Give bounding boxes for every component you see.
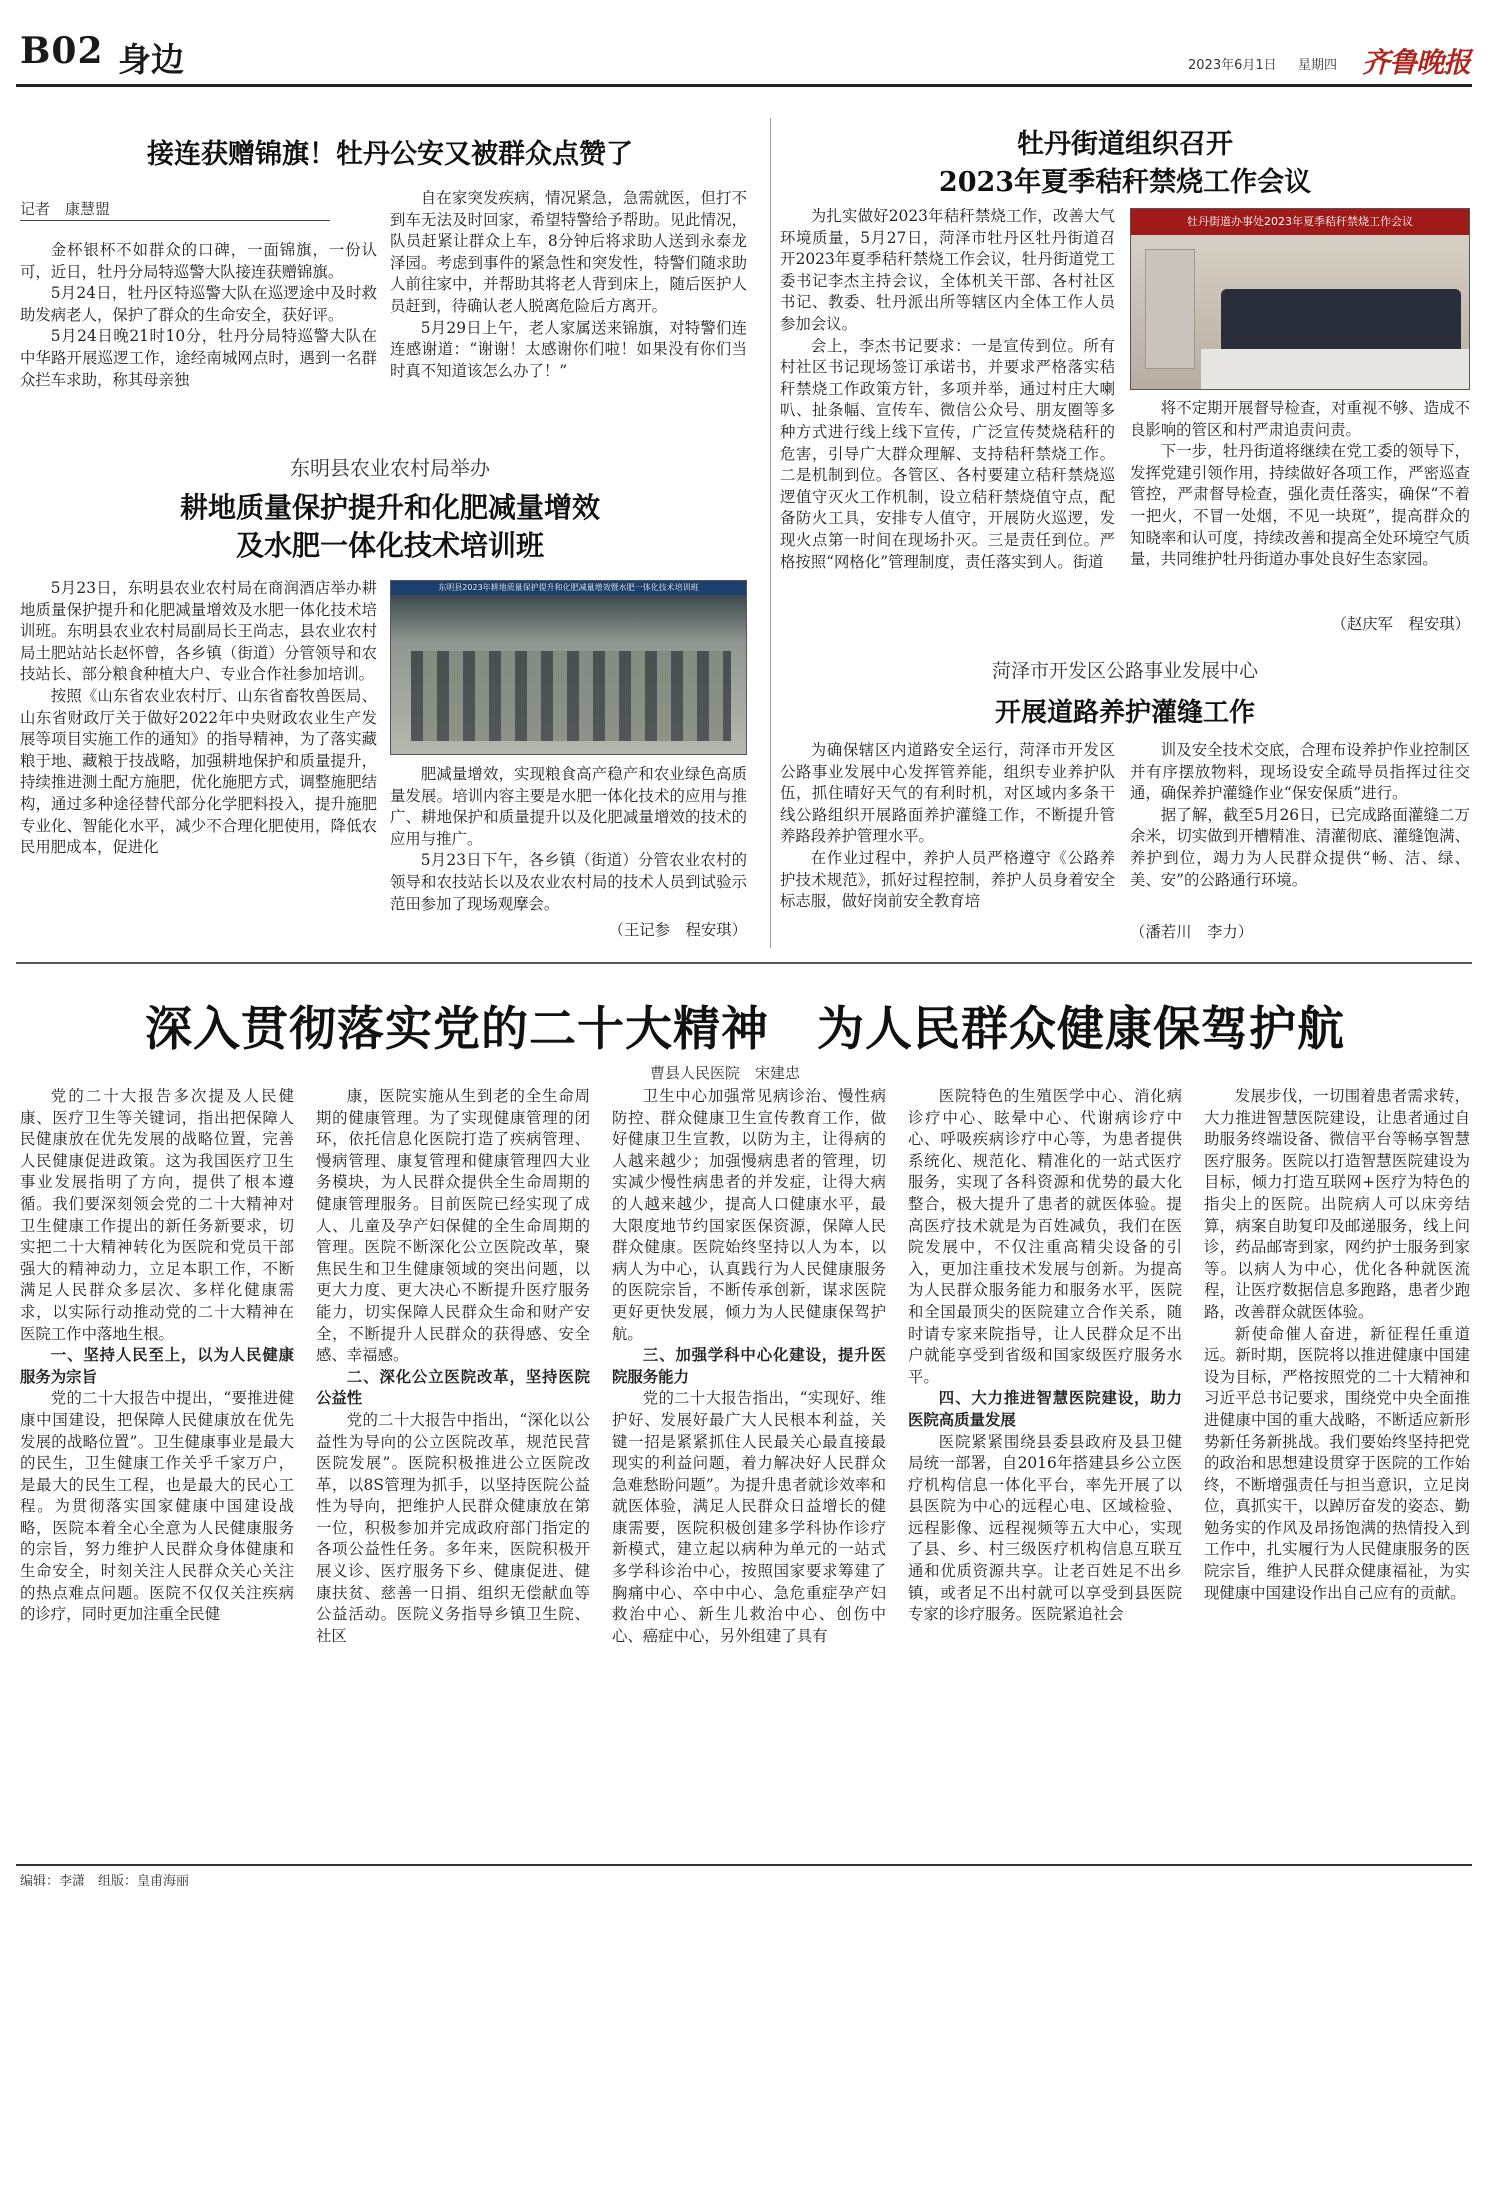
article4-credit: （潘若川 李力） [1130,923,1254,941]
article5-col5 [1204,1086,1470,1848]
article3-title-line1: 牡丹街道组织召开 [1017,129,1233,160]
section-name: 身边 [118,40,184,79]
paragraph: 自在家突发疾病，情况紧急，急需就医，但打不到车无法及时回家，希望特警给予帮助。见此情况，队员赶紧让群众上车，8分钟后将求助人送到永泰龙泽园。考虑到事件的紧急性和突发性，特警们随求助人前往家中，并帮助其将老人背到床上，随后医护人员赶到，待确认老人脱离危险后方离开。 [390,189,747,315]
paragraph: 5月24日晚21时10分，牡丹分局特巡警大队在中华路开展巡逻工作，途经南城网点时，遇到一名群众拦车求助，称其母亲独 [20,327,377,389]
article3-title-line2: 2023年夏季秸秆禁烧工作会议 [938,167,1312,198]
article4-col1 [780,740,1115,944]
paragraph: 为扎实做好2023年秸秆禁烧工作，改善大气环境质量，5月27日，菏泽市牡丹区牡丹街道召开2023年夏季秸秆禁烧工作会议，牡丹街道党工委书记李杰主持会议，全体机关干部、各村社区书记、教委、牡丹派出所等辖区内全体工作人员参加会议。 [780,207,1115,333]
subheading: 三、加强学科中心化建设，提升医院服务能力 [612,1346,886,1386]
paragraph: 5月23日，东明县农业农村局在商润酒店举办耕地质量保护提升和化肥减量增效及水肥一体化技术培训班。东明县农业农村局副局长王尚志，县农业农村局土肥站站长赵怀曾，各乡镇（街道）分管领导和农技站长、部分粮食种植大户、专业合作社参加培训。 [20,579,377,684]
article5-byline: 曹县人民医院 宋建忠 [650,1064,801,1082]
article2-col2 [390,764,747,920]
paragraph: 据了解，截至5月26日，已完成路面灌缝二万余米，切实做到开槽精准、清灌彻底、灌缝饱满、养护到位，竭力为人民群众提供“畅、洁、绿、美、安”的公路通行环境。 [1130,805,1470,889]
paragraph: 卫生中心加强常见病诊治、慢性病防控、群众健康卫生宣传教育工作，做好健康卫生宣教，以防为主，让得病的人越来越少；加强慢病患者的管理，切实减少慢性病患者的并发症，让得大病的人越来越少，提高人口健康水平，最大限度地节约国家医保资源，保障人民群众健康。医院始终坚持以人为本，以病人为中心，认真践行为人民健康服务的医院宗旨，不断传承创新，谋求医院更好更快发展，倾力为人民健康保驾护航。 [612,1087,886,1343]
article2-col1 [20,578,377,944]
article4-title: 开展道路养护灌缝工作 [994,698,1255,728]
paragraph: 医院特色的生殖医学中心、消化病诊疗中心、眩晕中心、代谢病诊疗中心、呼吸疾病诊疗中心等，为患者提供系统化、规范化、精准化的一站式医疗服务，实现了各科资源和优势的最大化整合，极大提升了患者的就医体验。提高医疗技术就是为百姓减负，我们在医院发展中，不仅注重高精尖设备的引入，更加注重技术发展与创新。为提高为人民群众服务能力和服务水平，医院和全国最顶尖的医院建立合作关系，随时请专家来院指导，让人民群众足不出户就能享受到省级和国家级医疗服务水平。 [908,1087,1182,1386]
paragraph: 发展步伐，一切围着患者需求转，大力推进智慧医院建设，让患者通过自助服务终端设备、微信平台等畅享智慧医疗服务。医院以打造智慧医院建设为目标，倾力打造互联网+医疗为特色的指尖上的医院。出院病人可以床旁结算，病案自助复印及邮递服务，线上问诊，药品邮寄到家，网约护士服务到家等。以病人为中心，优化各种就医流程，让医疗数据信息多跑路，患者少跑路，改善群众就医体验。 [1204,1087,1470,1321]
issue-date: 2023年6月1日 [1188,58,1277,73]
section-rule [16,962,1472,964]
paragraph: 5月29日上午，老人家属送来锦旗，对特警们连连感谢道：“谢谢！太感谢你们啦！如果没有你们当时真不知道该怎么办了！” [390,318,747,380]
paragraph: 肥减量增效，实现粮食高产稳产和农业绿色高质量发展。培训内容主要是水肥一体化技术的应用与推广、耕地保护和质量提升以及化肥减量增效的技术的应用与推广。 [390,765,747,848]
subheading: 一、坚持人民至上，以为人民健康服务为宗旨 [20,1346,294,1386]
photo-banner: 东明县2023年耕地质量保护提升和化肥减量增效暨水肥一体化技术培训班 [391,581,746,595]
article5-title: 深入贯彻落实党的二十大精神 为人民群众健康保驾护航 [145,1002,1345,1057]
paragraph: 康，医院实施从生到老的全生命周期的健康管理。为了实现健康管理的闭环，依托信息化医院打造了疾病管理、慢病管理、康复管理和健康管理四大业务模块，为人民群众提供全生命周期的健康管理服务。目前医院已经实现了成人、儿童及孕产妇保健的全生命周期的管理。医院不断深化公立医院改革，聚焦民生和卫生健康领域的突出问题，以更大力度、更大决心不断提升医疗服务能力，切实保障人民群众生命和财产安全，不断提升人民群众的获得感、安全感、幸福感。 [316,1087,590,1365]
article5-col4 [908,1086,1182,1848]
paragraph: 按照《山东省农业农村厅、山东省畜牧兽医局、山东省财政厅关于做好2022年中央财政农业生产发展等项目实施工作的通知》的指导精神，为了落实藏粮于地、藏粮于技战略，加强耕地保护和质量提升，持续推进测土配方施肥，优化施肥方式，调整施肥结构，通过多种途径替代部分化学肥料投入，提升施肥专业化、智能化水平，减少不合理化肥使用，降低农民用肥成本，促进化 [20,686,377,857]
paragraph: 5月24日，牡丹区特巡警大队在巡逻途中及时救助发病老人，保护了群众的生命安全，获好评。 [20,284,377,324]
footer-rule [16,1864,1472,1866]
paragraph: 医院紧紧围绕县委县政府及县卫健局统一部署，自2016年搭建县乡公立医疗机构信息一体化平台，率先开展了以县医院为中心的远程心电、区域检验、远程影像、远程视频等五大中心，实现了县、乡、村三级医疗机构信息互联互通和优质资源共享。让老百姓足不出乡镇，或者足不出村就可以享受到县医院专家的诊疗服务。医院紧追社会 [908,1432,1182,1624]
article3-credit: （赵庆军 程安琪） [1331,615,1470,633]
header-rule [16,84,1472,87]
paragraph: 党的二十大报告中提出，“要推进健康中国建设，把保障人民健康放在优先发展的战略位置”。卫生健康事业是最大的民生，卫生健康工作关乎千家万户，是最大的民生工程，也是最大的民心工程。为贯彻落实国家健康中国建设战略，医院本着全心全意为人民健康服务的宗旨，努力维护人民群众身体健康和生命安全，时刻关注人民群众关心关注的热点难点问题。医院不仅仅关注疾病的诊疗，同时更加注重全民健 [20,1389,294,1624]
paragraph: 新使命催人奋进，新征程任重道远。新时期，医院将以推进健康中国建设为目标，严格按照党的二十大精神和习近平总书记要求，围绕党中央全面推进健康中国的重大战略，不断适应新形势新任务新挑战。我们要始终坚持把党的政治和思想建设贯穿于医院的工作始终，不断增强责任与担当意识，立足岗位，真抓实干，以踔厉奋发的姿态、勤勉务实的作风及昂扬饱满的热情投入到工作中，扎实履行为人民健康服务的医院宗旨，维护人民群众健康福祉，为实现健康中国建设作出自己应有的贡献。 [1204,1324,1470,1602]
article2-title-line1: 耕地质量保护提升和化肥减量增效 [179,491,600,524]
subheading: 二、深化公立医院改革，坚持医院公益性 [316,1367,590,1408]
paragraph: 将不定期开展督导检查，对重视不够、造成不良影响的管区和村严肃追责问责。 [1130,399,1470,439]
article5-col2 [316,1086,590,1848]
article3-col1 [780,206,1115,638]
page-number: B02 [20,30,104,72]
paragraph: 党的二十大报告多次提及人民健康、医疗卫生等关键词，指出把保障人民健康放在优先发展的战略位置，完善人民健康促进政策。这为我国医疗卫生事业发展指明了方向，提供了根本遵循。我们要深刻领会党的二十大精神对卫生健康工作提出的新任务新要求，切实把二十大精神转化为医院和党员干部强大的精神动力，立足本职工作，不断满足人民群众多层次、多样化健康需求，以实际行动推动党的二十大精神在医院工作中落地生根。 [20,1087,294,1343]
article2-title-line2: 及水肥一体化技术培训班 [235,529,544,562]
article4-col2 [1130,740,1470,922]
paragraph: 金杯银杯不如群众的口碑，一面锦旗，一份认可，近日，牡丹分局特巡警大队接连获赠锦旗。 [20,241,377,281]
paragraph: 在作业过程中，养护人员严格遵守《公路养护技术规范》，抓好过程控制，养护人员身着安全标志服，做好岗前安全教育培 [780,848,1115,911]
issue-weekday: 星期四 [1298,58,1338,73]
article5-col1 [20,1086,294,1848]
paragraph: 训及安全技术交底，合理布设养护作业控制区并有序摆放物料，现场设安全疏导员指挥过往交通，确保养护灌缝作业“保安保质”进行。 [1130,741,1470,803]
article3-col2 [1130,398,1470,614]
paragraph: 5月23日下午，各乡镇（街道）分管农业农村的领导和农技站长以及农业农村局的技术人员到试验示范田参加了现场观摩会。 [390,851,747,913]
article1-title: 接连获赠锦旗！牡丹公安又被群众点赞了 [147,139,633,170]
column-divider [770,118,771,948]
paragraph: 为确保辖区内道路安全运行，菏泽市开发区公路事业发展中心发挥管养能，组织专业养护队伍，抓住晴好天气的有利时机，对区域内多条干线公路组织开展路面养护灌缝工作，不断提升管养路段养护管理水平。 [780,741,1115,846]
newspaper-logo: 齐鲁晚报 [1362,46,1471,79]
article1-col2 [390,188,747,428]
article5-col3 [612,1086,886,1848]
article1-col1 [20,240,377,430]
paragraph: 党的二十大报告中指出，“深化以公益性为导向的公立医院改革，规范民营医院发展”。医院积极推进公立医院改革，以8S管理为抓手，以坚持医院公益性为导向，把维护人民群众健康放在第一位，积极参加并完成政府部门指定的各项公益性任务。多年来，医院积极开展义诊、医疗服务下乡、健康促进、健康扶贫、慈善一日捐、组织无偿献血等公益活动。医院义务指导乡镇卫生院、社区 [316,1410,590,1645]
article2-credit: （王记参 程安琪） [608,921,747,939]
photo-banner: 牡丹街道办事处2023年夏季秸秆禁烧工作会议 [1131,209,1469,235]
paragraph: 党的二十大报告指出，“实现好、维护好、发展好最广大人民根本利益，关键一招是紧紧抓住人民最关心最直接最现实的利益问题，着力解决好人民群众急难愁盼问题”。为提升患者就诊效率和就医体验，满足人民群众日益增长的健康需要，医院积极创建多学科协作诊疗新模式，建立起以病种为单元的一站式多学科诊治中心，按照国家要求筹建了胸痛中心、卒中中心、急危重症孕产妇救治中心、新生儿救治中心、创伤中心、癌症中心，另外组建了具有 [612,1389,886,1645]
footer-credits: 编辑：李潇 组版：皇甫海丽 [20,1874,190,1889]
article2-kicker: 东明县农业农村局举办 [290,456,490,480]
subheading: 四、大力推进智慧医院建设，助力医院高质量发展 [908,1389,1182,1429]
training-class-photo [390,580,747,755]
paragraph: 下一步，牡丹街道将继续在党工委的领导下，发挥党建引领作用，持续做好各项工作，严密巡查管控，严肃督导检查，强化责任落实，确保“不着一把火，不冒一处烟，不见一块斑”，提高群众的知晓率和认可度，持续改善和提高全处环境空气质量，共同维护牡丹街道办事处良好生态家园。 [1130,442,1470,569]
meeting-photo [1130,208,1470,390]
article1-byline: 记者 康慧盟 [20,198,330,221]
paragraph: 会上，李杰书记要求：一是宣传到位。所有村社区书记现场签订承诺书，并要求严格落实秸秆禁烧工作政策方针，多项并举，通过村庄大喇叭、扯条幅、宣传车、微信公众号、朋友圈等多种方式进行线上线下宣传，广泛宣传焚烧秸秆的危害，引导广大群众理解、支持秸秆禁烧工作。二是机制到位。各管区、各村要建立秸秆禁烧巡逻值守灭火工作机制，设立秸秆禁烧值守点，配备防火工具，安排专人值守，开展防火巡逻，发现火点第一时间在现场扑灭。三是责任到位。严格按照“网格化”管理制度，责任落实到人。街道 [780,336,1115,571]
article4-kicker: 菏泽市开发区公路事业发展中心 [991,660,1258,682]
